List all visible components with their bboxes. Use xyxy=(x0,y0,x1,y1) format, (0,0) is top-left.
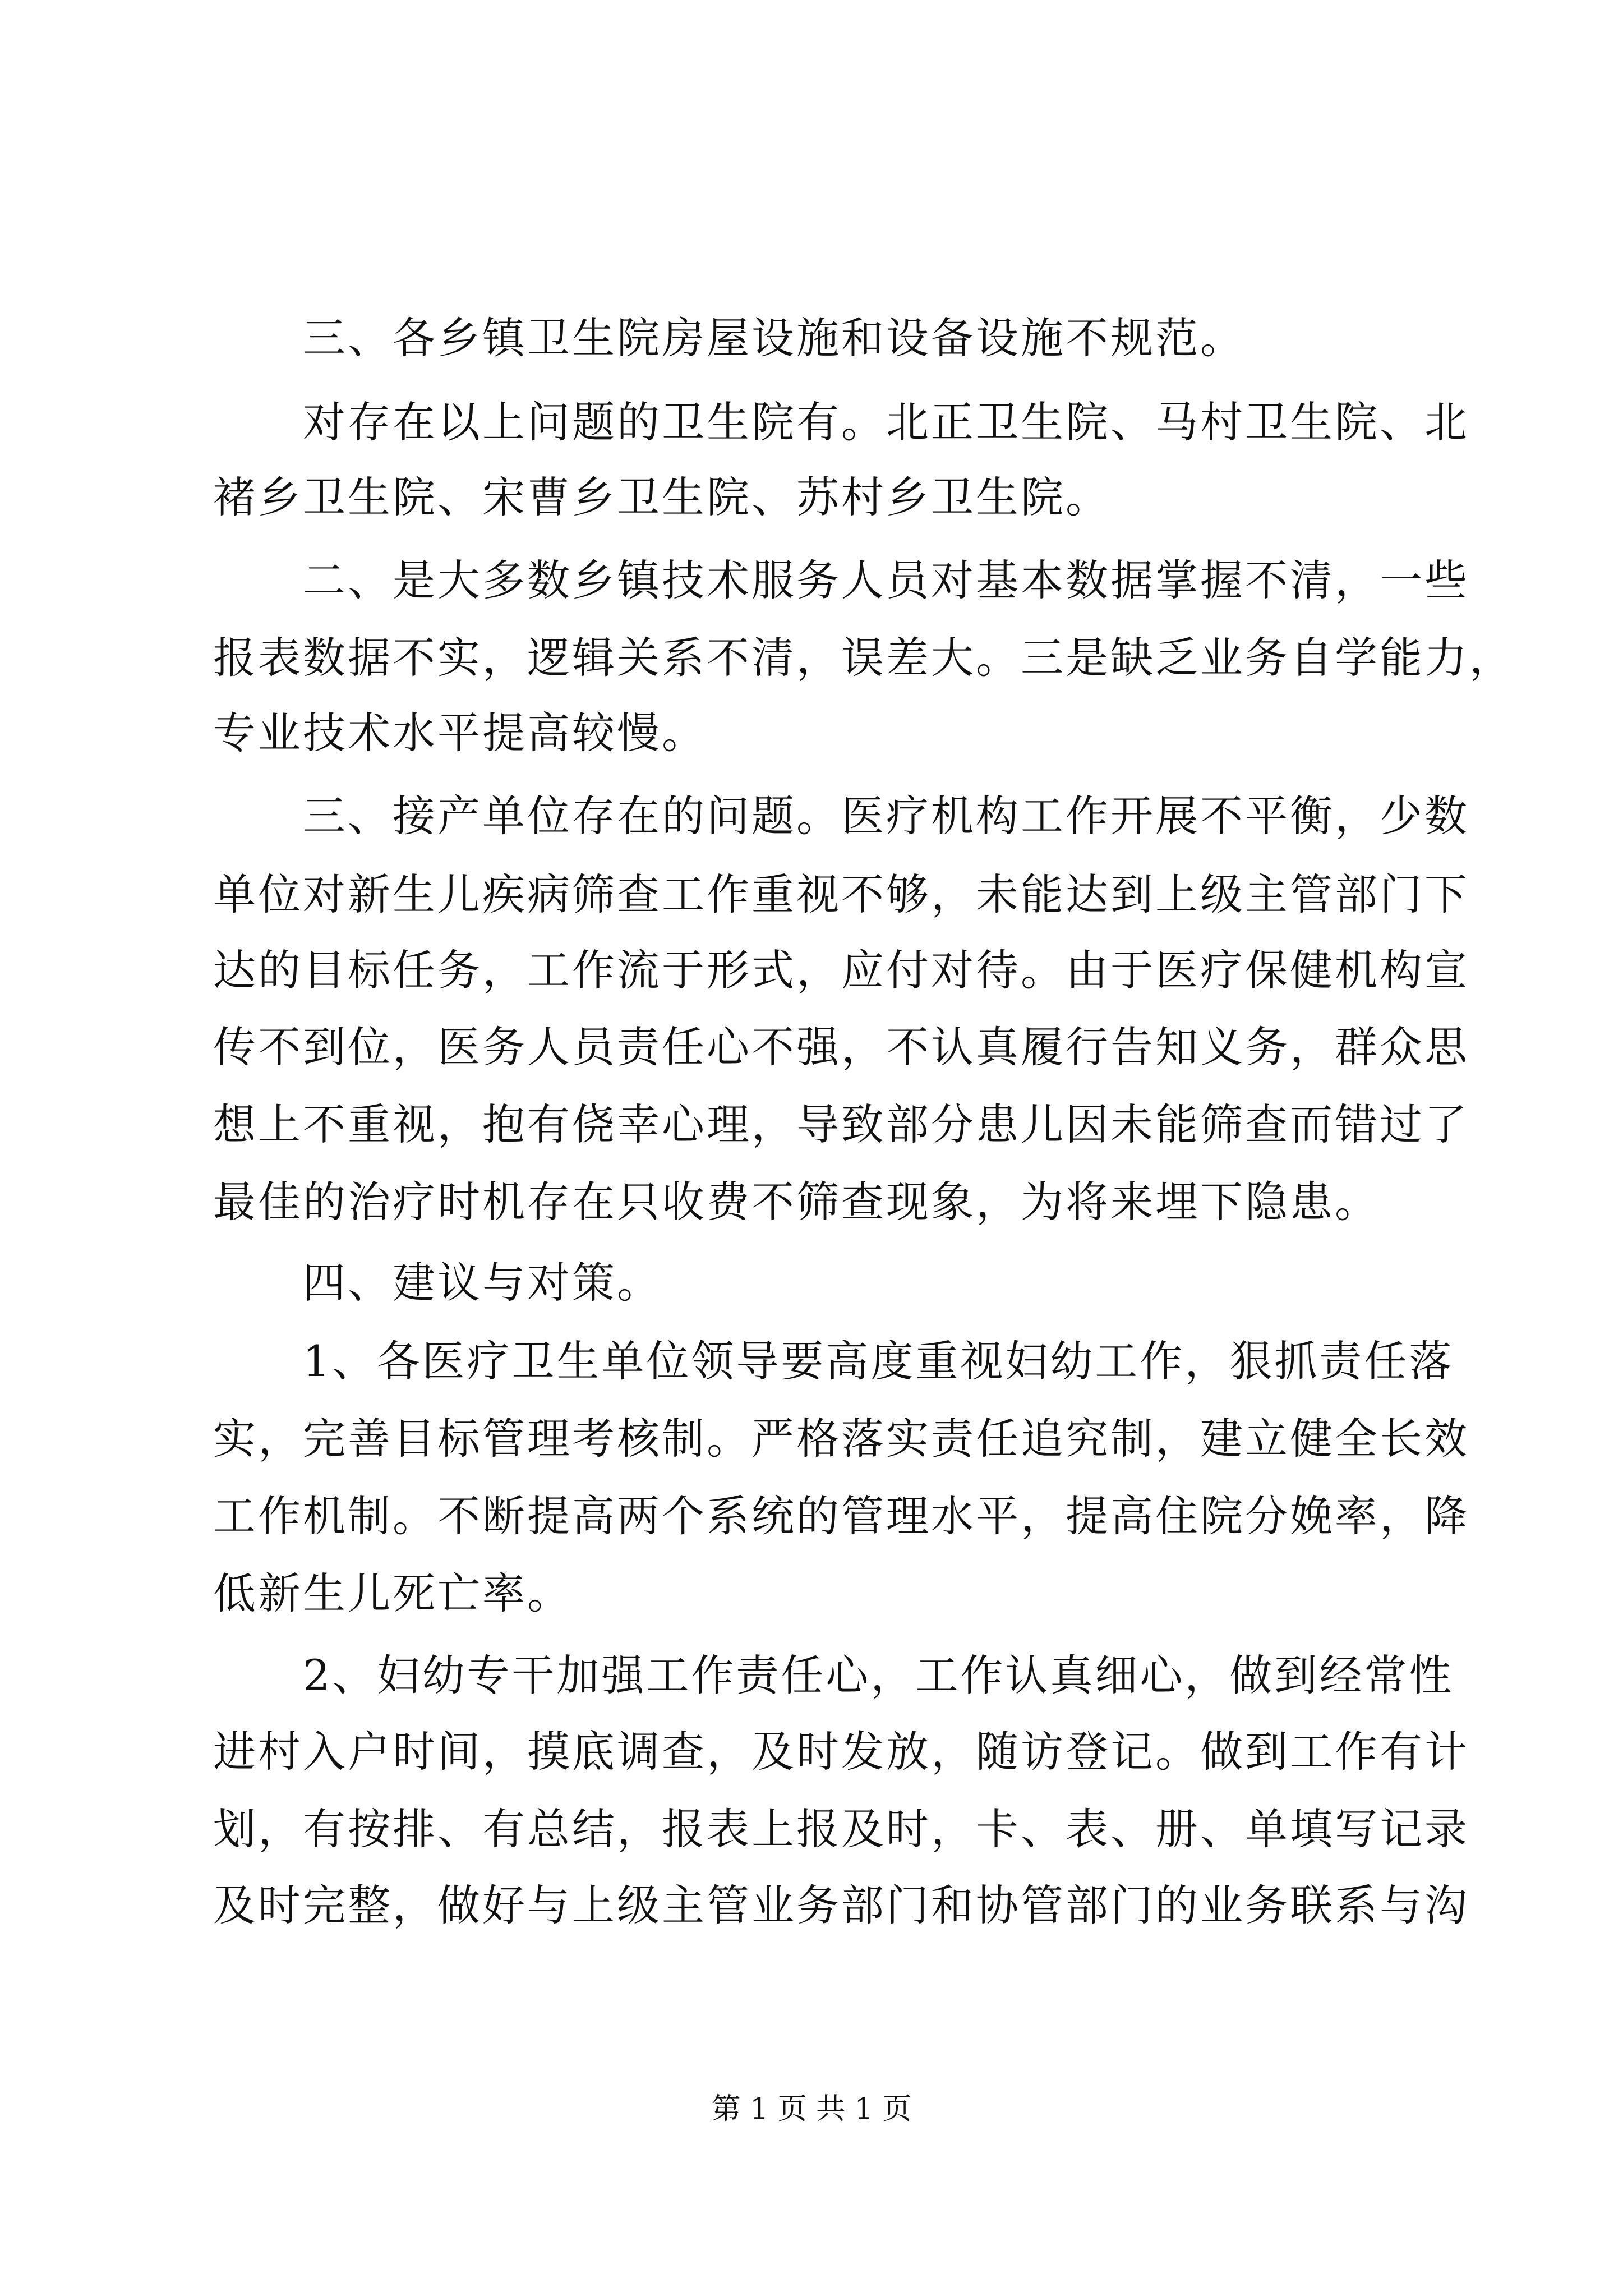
page-footer: 第 1 页 共 1 页 xyxy=(711,2092,912,2126)
paragraph-line-6: 专业技术水平提高较慢。 xyxy=(213,708,707,758)
paragraph-line-5: 报表数据不实，逻辑关系不清，误差大。三是缺乏业务自学能力， xyxy=(213,633,1514,683)
paragraph-line-20: 划，有按排、有总结，报表上报及时，卡、表、册、单填写记录 xyxy=(213,1804,1469,1854)
paragraph-line-2: 对存在以上问题的卫生院有。北正卫生院、马村卫生院、北 xyxy=(303,397,1469,447)
paragraph-line-13: 四、建议与对策。 xyxy=(303,1258,662,1308)
paragraph-line-14: 1、各医疗卫生单位领导要高度重视妇幼工作，狠抓责任落 xyxy=(303,1336,1454,1386)
paragraph-line-9: 达的目标任务，工作流于形式，应付对待。由于医疗保健机构宣 xyxy=(213,945,1469,995)
paragraph-line-8: 单位对新生儿疾病筛查工作重视不够，未能达到上级主管部门下 xyxy=(213,869,1469,919)
paragraph-line-16: 工作机制。不断提高两个系统的管理水平，提高住院分娩率，降 xyxy=(213,1491,1469,1541)
paragraph-line-19: 进村入户时间，摸底调查，及时发放，随访登记。做到工作有计 xyxy=(213,1727,1469,1777)
paragraph-line-3: 褚乡卫生院、宋曹乡卫生院、苏村乡卫生院。 xyxy=(213,472,1110,522)
paragraph-line-15: 实，完善目标管理考核制。严格落实责任追究制，建立健全长效 xyxy=(213,1414,1469,1464)
paragraph-line-10: 传不到位，医务人员责任心不强，不认真履行告知义务，群众思 xyxy=(213,1022,1469,1072)
paragraph-line-7: 三、接产单位存在的问题。医疗机构工作开展不平衡，少数 xyxy=(303,791,1469,841)
paragraph-line-12: 最佳的治疗时机存在只收费不筛查现象，为将来埋下隐患。 xyxy=(213,1177,1380,1227)
paragraph-line-4: 二、是大多数乡镇技术服务人员对基本数据掌握不清，一些 xyxy=(303,555,1469,605)
paragraph-line-11: 想上不重视，抱有侥幸心理，导致部分患儿因未能筛查而错过了 xyxy=(213,1099,1469,1149)
paragraph-line-17: 低新生儿死亡率。 xyxy=(213,1568,572,1618)
paragraph-line-1: 三、各乡镇卫生院房屋设施和设备设施不规范。 xyxy=(303,313,1245,363)
paragraph-line-18: 2、妇幼专干加强工作责任心，工作认真细心，做到经常性 xyxy=(303,1650,1454,1700)
paragraph-line-21: 及时完整，做好与上级主管业务部门和协管部门的业务联系与沟 xyxy=(213,1880,1469,1930)
